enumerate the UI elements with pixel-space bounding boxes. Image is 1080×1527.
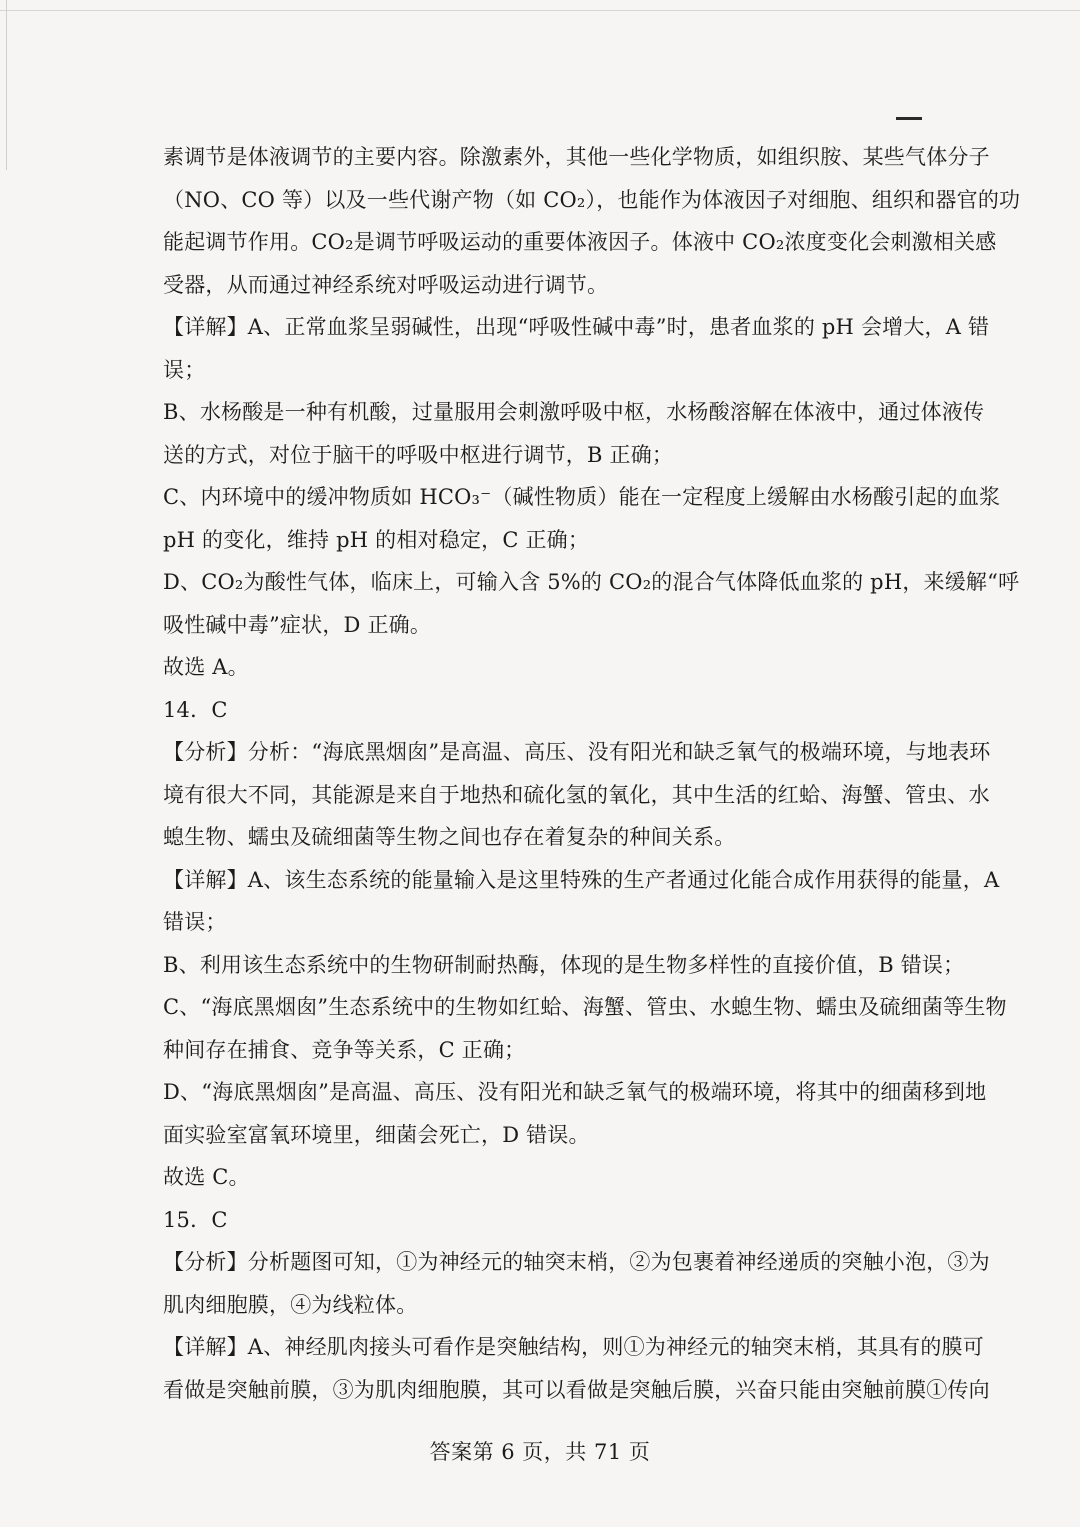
text-line: 面实验室富氧环境里，细菌会死亡，D 错误。: [163, 1122, 590, 1147]
question-number: 14．C: [163, 697, 228, 722]
text-line: 螅生物、蠕虫及硫细菌等生物之间也存在着复杂的种间关系。: [163, 825, 736, 849]
text-line: 【分析】分析题图可知，①为神经元的轴突末梢，②为包裹着神经递质的突触小泡，③为: [163, 1250, 990, 1274]
text-line: 送的方式，对位于脑干的呼吸中枢进行调节，B 正确；: [163, 442, 674, 467]
page-footer: 答案第 6 页，共 71 页: [429, 1440, 651, 1464]
text-line: pH 的变化，维持 pH 的相对稳定，C 正确；: [163, 527, 590, 552]
text-line: （NO、CO 等）以及一些代谢产物（如 CO₂），也能作为体液因子对细胞、组织和器官的功: [163, 187, 1021, 212]
answer-text-body: [163, 136, 1021, 1411]
scan-edge-left: [6, 0, 7, 170]
text-line: 【详解】A、正常血浆呈弱碱性，出现“呼吸性碱中毒”时，患者血浆的 pH 会增大，A 错: [163, 315, 990, 339]
text-line: 素调节是体液调节的主要内容。除激素外，其他一些化学物质，如组织胺、某些气体分子: [163, 145, 990, 169]
text-line: 【分析】分析：“海底黑烟囱”是高温、高压、没有阳光和缺乏氧气的极端环境，与地表环: [163, 740, 991, 764]
scan-edge-top: [0, 10, 1080, 11]
text-line: C、内环境中的缓冲物质如 HCO₃⁻（碱性物质）能在一定程度上缓解由水杨酸引起的血浆: [163, 485, 1001, 509]
text-line: B、利用该生态系统中的生物研制耐热酶，体现的是生物多样性的直接价值，B 错误；: [163, 952, 965, 977]
text-line: 【详解】A、神经肌肉接头可看作是突触结构，则①为神经元的轴突末梢，其具有的膜可: [163, 1335, 984, 1359]
text-line: 吸性碱中毒”症状，D 正确。: [163, 612, 432, 637]
text-line: 种间存在捕食、竞争等关系，C 正确；: [163, 1037, 526, 1062]
text-line: 能起调节作用。CO₂是调节呼吸运动的重要体液因子。体液中 CO₂浓度变化会刺激相关感: [163, 230, 997, 254]
text-line: 看做是突触前膜，③为肌肉细胞膜，其可以看做是突触后膜，兴奋只能由突触前膜①传向: [163, 1377, 990, 1402]
text-line: 故选 C。: [163, 1165, 250, 1189]
text-line: C、“海底黑烟囱”生态系统中的生物如红蛤、海蟹、管虫、水螅生物、蠕虫及硫细菌等生物: [163, 995, 1007, 1019]
text-line: 错误；: [163, 910, 227, 934]
text-line: 肌肉细胞膜，④为线粒体。: [163, 1292, 418, 1317]
text-line: 故选 A。: [163, 655, 249, 679]
text-line: B、水杨酸是一种有机酸，过量服用会刺激呼吸中枢，水杨酸溶解在体液中，通过体液传: [163, 400, 985, 424]
text-line: 误；: [163, 357, 206, 382]
corner-mark: [896, 117, 922, 120]
text-line: D、“海底黑烟囱”是高温、高压、没有阳光和缺乏氧气的极端环境，将其中的细菌移到地: [163, 1080, 987, 1104]
text-line: 境有很大不同，其能源是来自于地热和硫化氢的氧化，其中生活的红蛤、海蟹、管虫、水: [163, 782, 990, 807]
text-line: 受器，从而通过神经系统对呼吸运动进行调节。: [163, 272, 609, 297]
text-line: D、CO₂为酸性气体，临床上，可输入含 5%的 CO₂的混合气体降低血浆的 pH，来缓解“呼: [163, 570, 1020, 594]
question-number: 15．C: [163, 1207, 228, 1232]
text-line: 【详解】A、该生态系统的能量输入是这里特殊的生产者通过化能合成作用获得的能量，A: [163, 867, 1000, 892]
